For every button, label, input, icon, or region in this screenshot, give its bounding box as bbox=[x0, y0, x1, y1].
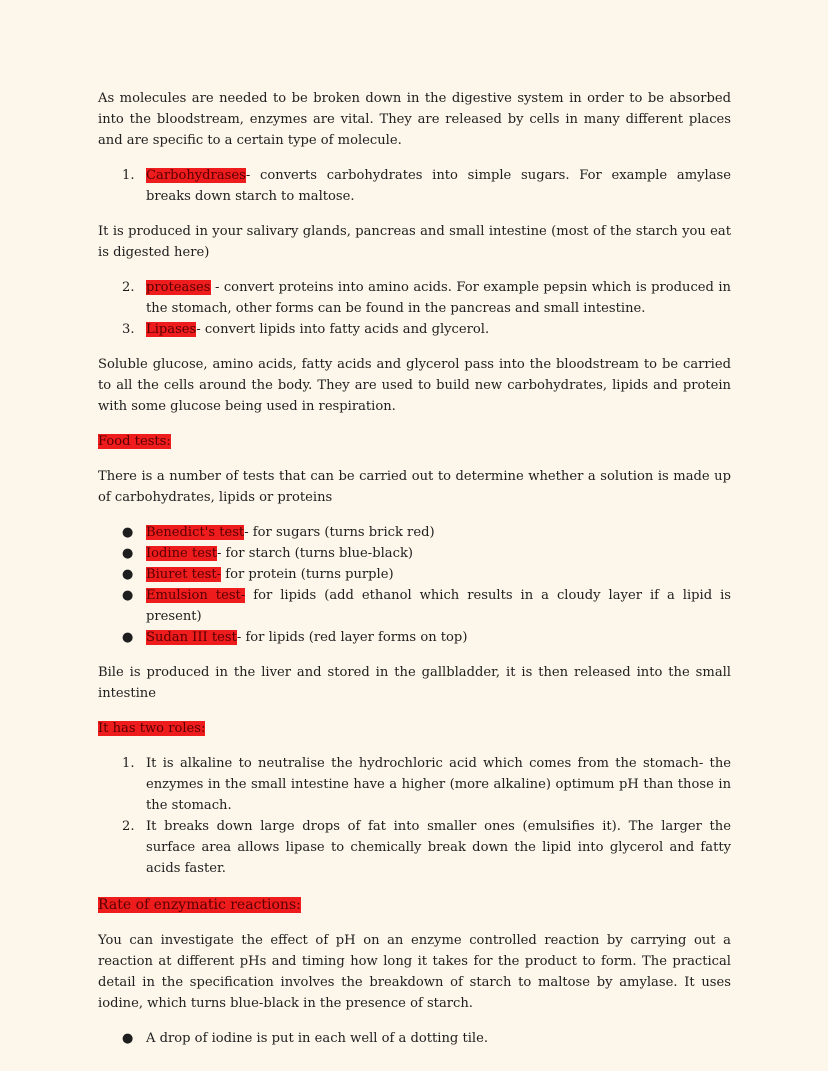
highlighted-term: Carbohydrases bbox=[146, 168, 246, 183]
list-item bbox=[98, 1028, 731, 1049]
bile-paragraph: Bile is produced in the liver and stored in the gallbladder, it is then released into the small intestine bbox=[98, 665, 731, 701]
highlighted-term: Lipases bbox=[146, 322, 197, 337]
salivary-paragraph: It is produced in your salivary glands, pancreas and small intestine (most of the starch you eat is digested here) bbox=[98, 224, 731, 260]
food-tests-heading: Food tests: bbox=[98, 434, 171, 449]
bullet-icon: ● bbox=[122, 567, 134, 582]
enzyme-list-1 bbox=[98, 165, 731, 207]
list-item-text: It breaks down large drops of fat into smaller ones (emulsifies it). The larger the surface area allows lipase to chemically break down the lipid into glycerol and fatty acids faster. bbox=[146, 819, 731, 876]
list-number: 2. bbox=[122, 280, 135, 295]
rate-heading: Rate of enzymatic reactions: bbox=[98, 897, 301, 913]
list-item bbox=[98, 277, 731, 319]
rate-paragraph: You can investigate the effect of pH on an enzyme controlled reaction by carrying out a reaction at different pHs and timing how long it takes for the product to form. The practical detail in the specification involves the breakdown of starch to maltose by amylase. It uses iodine, which turns blue-black in the presence of starch. bbox=[98, 933, 731, 1011]
list-item bbox=[98, 627, 731, 648]
highlighted-term: Biuret test- bbox=[146, 567, 222, 582]
steps-list bbox=[98, 1028, 731, 1049]
highlighted-term: proteases bbox=[146, 280, 211, 295]
highlighted-term: Emulsion test- bbox=[146, 588, 246, 603]
list-item bbox=[98, 564, 731, 585]
intro-paragraph: As molecules are needed to be broken down in the digestive system in order to be absorbed into the bloodstream, enzymes are vital. They are released by cells in many different places and are specific to a certain type of molecule. bbox=[98, 91, 731, 148]
roles-heading: It has two roles: bbox=[98, 721, 206, 736]
list-item bbox=[98, 165, 731, 207]
bullet-icon: ● bbox=[122, 630, 134, 645]
list-item bbox=[98, 585, 731, 627]
list-item-text: for lipids (add ethanol which results in a cloudy layer if a lipid is present) bbox=[146, 588, 731, 624]
enzyme-list-2 bbox=[98, 277, 731, 340]
list-item-text: - for lipids (red layer forms on top) bbox=[236, 630, 468, 645]
bullet-icon: ● bbox=[122, 546, 134, 561]
list-item bbox=[98, 753, 731, 816]
list-item-text: A drop of iodine is put in each well of a dotting tile. bbox=[146, 1031, 488, 1046]
tests-intro-paragraph: There is a number of tests that can be carried out to determine whether a solution is made up of carbohydrates, lipids or proteins bbox=[98, 469, 731, 505]
bullet-icon: ● bbox=[122, 1031, 134, 1046]
bullet-icon: ● bbox=[122, 588, 134, 603]
list-number: 1. bbox=[122, 756, 135, 771]
list-item bbox=[98, 816, 731, 879]
roles-list bbox=[98, 753, 731, 879]
list-item-text: - for starch (turns blue-black) bbox=[216, 546, 413, 561]
list-number: 1. bbox=[122, 168, 135, 183]
list-item-text: - convert proteins into amino acids. For example pepsin which is produced in the stomach, other forms can be found in the pancreas and small intestine. bbox=[146, 280, 731, 316]
list-item-text: for protein (turns purple) bbox=[221, 567, 394, 582]
highlighted-term: Sudan III test bbox=[146, 630, 237, 645]
bullet-icon: ● bbox=[122, 525, 134, 540]
list-item-text: - convert lipids into fatty acids and glycerol. bbox=[196, 322, 490, 337]
list-number: 3. bbox=[122, 322, 135, 337]
soluble-paragraph: Soluble glucose, amino acids, fatty acids and glycerol pass into the bloodstream to be carried to all the cells around the body. They are used to build new carbohydrates, lipids and protein with some glucose being used in respiration. bbox=[98, 357, 731, 414]
list-number: 2. bbox=[122, 819, 135, 834]
list-item bbox=[98, 543, 731, 564]
list-item-text: - converts carbohydrates into simple sugars. For example amylase breaks down starch to maltose. bbox=[146, 168, 731, 204]
food-tests-list bbox=[98, 522, 731, 648]
highlighted-term: Benedict's test bbox=[146, 525, 245, 540]
list-item-text: It is alkaline to neutralise the hydrochloric acid which comes from the stomach- the enzymes in the small intestine have a higher (more alkaline) optimum pH than those in the stomach. bbox=[146, 756, 731, 813]
list-item-text: - for sugars (turns brick red) bbox=[244, 525, 435, 540]
highlighted-term: Iodine test bbox=[146, 546, 217, 561]
list-item bbox=[98, 319, 731, 340]
list-item bbox=[98, 522, 731, 543]
